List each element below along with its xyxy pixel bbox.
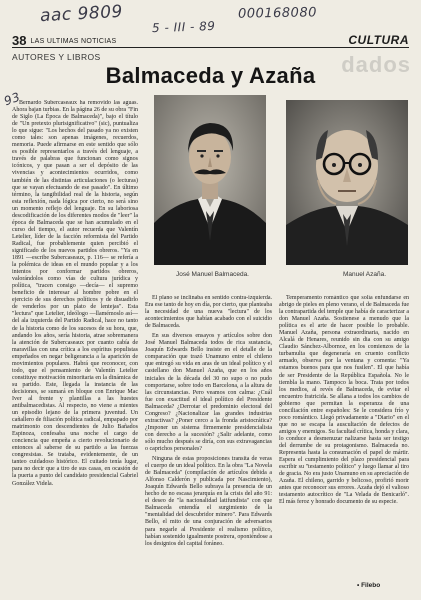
photo-caption-balmaceda: José Manuel Balmaceda.: [176, 271, 249, 278]
portrait-illustration: [286, 100, 408, 265]
paragraph: Temperamento romántico que solía enfundarse en abrigo de pieles en pleno verano, el de Balmaceda fue la contrapartida del temple que había de caracterizar a don Manuel Azaña. Sostienese a menudo que la política es el arte de hacer posible lo probable. Manuel Azaña, persona extraordinaria, nacido en Alcalá de Henares, reunido sin dia con su amigo Claudio Sánchez-Albornoz, en los comienzos de la turbamulta que degeneraría en cruento conflicto armado, observa por la ventana y comenta: "Ya estamos buenos para que nos fusilen". El que había de ser Presidente de la República Española. No le tiembla la mano. Tampoco la boca. Trata por todos los medios, al revés de Balmaceda, de evitar el encuentro fratricida. Se allana a todos los cambios de gobierno que permitan la esperanza de una conciliación entre españoles: Se le considera frío y poco romántico. Llegó privadamente a "Diario" en el que no se escapa la auscultación de defectos de amigos y enemigos. Su facultad crítica, honda y clara, lo conduce a desmenuzar nalizarse hasta ser testigo del derrumbe de su protagonismo. Balmaceda no. Representa hasta la consumación el papel de mártir. Espera el cumplimiento del plazo presidencial para escribir su "testamento político" y luego llamar al tiro de gracia. No era justo Unamuno en su apreciación de Azaña. El chileno, garrido y belicoso, profirió morir antes que reconocer sus errores. Azaña dejó el valioso testamento autocrítico de "La Velada de Benicarló". El más feroz y honrado documento de su especie.: [279, 295, 409, 506]
masthead-left: [12, 34, 116, 47]
handwritten-date: 5 - III - 89: [151, 18, 216, 36]
body-column-2: [145, 295, 272, 585]
paragraph: Bernardo Subercaseaux ha removido las aguas. Ahora bajan turbias. En la página 26 de su obra "Fin de Siglo (La Época de Balmaceda)", bajo el título de "Un pretexto plurisignificativo" (sic), puntualiza lo que sigue: "Los hechos del pasado ya no existen como tales: son apenas imágenes, recuerdos, memoria. Puede afirmarse en este sentido que sólo es posible representarlos a través del lenguaje, a través de palabras que funcionan como signos icónicos, y que pasan a ser el depósito de las vivencias y acontecimientos ocurridos, como también de las distintas articulaciones (o lecturas) que se vayan efectuando de ese pasado". En último término, la tangibilidad real de la historia, según esta reflexión, nada lógica por cierto, no será sino un momento reflejo del lenguaje. En su laboriosa descodificación de los diferentes modos de "leer" la época de Balmaceda que se han acumulado en el curso del tiempo, el autor recuerda que Valentín Letelier, líder de la facción reformista del Partido Radical, fue probablemente quien percibió el significado de los nuevos partidos obreros. "Ya en 1891 —escribe Subercaseaux, p. 116— se refería a la polémica de ideas en el mundo popular y a los intentos por conformar partidos obreros, valorándolos como vías de cultura jurídica y política, "tracen consigo —decía— el supremo beneficio de interesar al hombre pobre en el ejercicio de sus derechos políticos y de disuadirlo de venderlos por un plato de lentejas". Esta "lectura" que Letelier, ideólogo —llamémoslo así— del ala izquierda del Partido Radical, hace no tanto de la historia como de los sucesos de su hora, que, andando los años, sería historia, atrae sobremanera la atención de Subercaseaux por cuanto cabía de maravillas con una crítica a los espíritus populistas empeñados en negar beligerancia a la aparición de movimientos populares. Habrá que reconocer, con todo, que el pensamiento de Valentín Letelier constituye motivación minoritaria en la dinámica de su partido. Este, llegada la instancia de las decisiones, se sumará en bloque con Enrique Mac Iver al frente y plantillas a las huestes antibalmacedistas. Al respecto, no viene a mientes un episodio lejano de la primera juventud. Un cañallero de filiación política radical, empapado por matrimonio con descendientes de Julio Bañados Espinoza, confesaba una noche el cargo de conciencia que empeña a cierto revolucionario de entonces al saberse de su partido a las fuerzas congresistas. Se trataba, evidentemente, de un tanteo cuidadoso histórico. El cuitado tenía lugar, para no decir que a tiro de sus casas, en ocasión de la puerta a punto del candidato presidencial Gabriel González Videla.: [12, 100, 138, 487]
paper-name: LAS ULTIMAS NOTICIAS: [30, 38, 117, 45]
body-column-3: [279, 295, 409, 595]
masthead: [12, 33, 409, 48]
portrait-photo-azana: [286, 100, 408, 265]
body-column-1: [12, 100, 138, 588]
kicker: AUTORES Y LIBROS: [12, 52, 101, 62]
handwritten-note: aac 9809: [39, 1, 124, 27]
section-name: CULTURA: [348, 33, 409, 47]
page-number: 38: [12, 33, 27, 48]
photo-caption-azana: Manuel Azaña.: [343, 271, 387, 278]
headline: Balmaceda y Azaña: [105, 63, 316, 88]
paragraph: En sus diversos ensayos y artículos sobre don José Manuel Balmaceda todos de rica sustancia, Joaquín Edwards Bello insiste en el detalle de la comparación que trazó Unamuno entre el chileno que entregó su vida en aras de un ideal político y el castellano don Manuel Azaña, que en los años iniciales de la década del 30 no supo o no pudo comportarse, sobre todo en Barcelona, a la altura de las circunstancias. Pero veamos con calma: ¿Cuál fue con exactitud el ideal político del Presidente Balmaceda? ¿Derrotar el predominio electoral del Congreso? ¿Nacionalizar las grandes industrias extractivas? ¿Poner cerco a la fronda aristocrática? ¿Imponer un sistema firmemente presidencialista con derecho a la sucesión? ¿Salir adelante, como sólo mucho después se diría, con sus extravagancias o caprichos personales?: [145, 333, 272, 452]
handwritten-mark: 93: [2, 89, 23, 109]
portrait-illustration: [154, 95, 266, 265]
handwritten-archive-number: 000168080: [237, 5, 318, 22]
paragraph: El plano se inclinaba en sentido contra-izquierda. Era ese tanto de hoy en día, por cierto, que planteaba la necesidad de una nueva "lectura" de los acontecimientos que habían acabado con el suicidio de Balmaceda.: [145, 295, 272, 330]
show-through-text: dados: [341, 52, 411, 77]
paragraph: Ninguna de estas proposiciones transita de veras el cuerpo de un ideal político. En la obra "La Novela de Balmaceda" (compilación de artículos debida a Alfonso Calderón y publicada por Nascimiento), Joaquín Edwards Bello subraya la presencia de un hecho de no escasa jerarquía en la crisis del año 91: el deseo de "la nacionalidad latifundista" con que Balmaceda entendía el surgimiento de la "mentalidad del descubridor minero". Para Edwards Bello, el mito de una conjuración de adversarios para negarle al Presidente el realismo político, habían sostenido igualmente postrera, oponiéndose a los designios del capital foráneo.: [145, 456, 272, 547]
portrait-photo-balmaceda: [154, 95, 266, 265]
byline: • Filebo: [357, 582, 381, 589]
